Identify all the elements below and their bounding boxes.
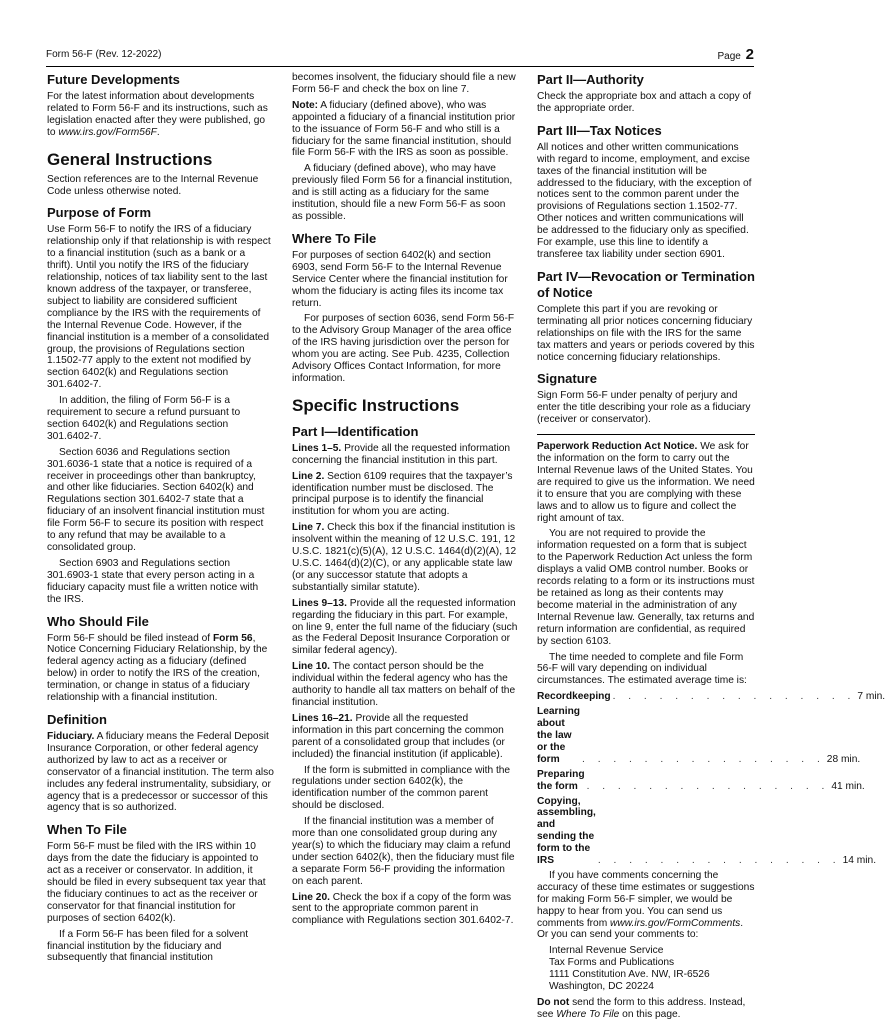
page-header (46, 46, 754, 66)
purpose-paragraph-2: In addition, the filing of Form 56-F is a requirement to secure a refund pursuant to section 6402(k) and Regulations section 301.6402-7. (47, 395, 241, 442)
part4-heading: Part IV—Revocation or Termination of Notice (537, 268, 755, 300)
part2-heading: Part II—Authority (537, 72, 644, 87)
purpose-paragraph-4: Section 6903 and Regulations section 301.6903-1 state that every person acting in a fiduciary capacity must file a written notice with the IRS. (47, 557, 259, 605)
part2-text: Check the appropriate box and attach a copy of the appropriate order. (537, 91, 752, 114)
page-number: 2 (745, 46, 754, 63)
future-developments-heading: Future Developments (47, 72, 180, 87)
address-line: Washington, DC 20224 (549, 981, 654, 993)
note-paragraph-2: A fiduciary (defined above), who may have previously filed Form 56 for a financial institution, and is still acting as a fiduciary for the same institution, should file a new Form 56-F as soon as possible. (292, 163, 513, 222)
address-line: Tax Forms and Publications (549, 957, 675, 969)
comments-paragraph: If you have comments concerning the accuracy of these time estimates or suggestions for making Form 56-F simpler, we would be happy to hear from you. You can send us comments from www.irs.gov/FormComments. Or you can send your comments to: (537, 869, 755, 941)
line-10-text: Line 10. The contact person should be the individual within the federal agency who has the authority to handle all tax matters on behalf of the financial institution. (292, 661, 516, 708)
time-row-learning: Learning about the law or the form . . . . . . . . . . . . . . . . 28 min. (537, 706, 861, 765)
general-instructions-text: Section references are to the Internal Revenue Code unless otherwise noted. (47, 173, 259, 197)
paperwork-paragraph-2: You are not required to provide the information requested on a form that is subject to the Paperwork Reduction Act unless the form displays a valid OMB control number. Books or records relating to a form or its instructions must be retained as long as their contents may become material in the administration of any Internal Revenue law. Generally, tax returns and return information are confidential, as required by section 6103. (537, 528, 755, 647)
form-comments-link[interactable]: www.irs.gov/FormComments (610, 917, 741, 929)
mailing-address (537, 945, 755, 993)
form56-reference: Form 56 (212, 632, 253, 644)
where-paragraph-2: For purposes of section 6036, send Form 56-F to the Advisory Group Manager of the area office of the IRS having jurisdiction over the person for whom you are acting. See Pub. 4235, Collection Advisory Offices Contact Information, for more information. (292, 313, 515, 384)
lines-16-21-text: Lines 16–21. Provide all the requested information in this part concerning the common parent of a consolidated group that includes (or included) the financial institution (if applicable). (292, 712, 505, 760)
column-1 (47, 72, 274, 968)
when-to-file-heading: When To File (47, 822, 127, 838)
lines-16-21-paragraph-3: If the financial institution was a member of more than one consolidated group during any year(s) to which the fiduciary may claim a refund under section 6402(k), then the fiduciary must file a separate Form 56-F providing the information on each parent. (292, 816, 515, 887)
signature-text: Sign Form 56-F under penalty of perjury and enter the title describing your role as a fiduciary (receiver or conservator). (537, 390, 751, 426)
dot-leader: . . . . . . . . . . . . . . . . (612, 691, 856, 703)
general-instructions-heading: General Instructions (47, 149, 213, 169)
where-paragraph-1: For purposes of section 6402(k) and section 6903, send Form 56-F to the Internal Revenue Service Center where the financial institution for whom the fiduciary is acting files its income tax return. (292, 249, 508, 309)
who-should-file-text: Form 56-F should be filed instead of Form 56, Notice Concerning Fiduciary Relationship, by the federal agency acting as a fiduciary (defined below) in order to notify the IRS of the creation, termination, or change in status of a fiduciary relationship with a financial institution. (47, 632, 268, 704)
form56f-link[interactable]: www.irs.gov/Form56F (58, 126, 157, 138)
dot-leader: . . . . . . . . . . . . . . . . (597, 855, 841, 867)
page-label: Page (717, 51, 741, 62)
time-row-copying: Copying, assembling, and sending the form to the IRS . . . . . . . . . . . . . . . . 14 min. (537, 795, 877, 867)
time-estimates (537, 691, 885, 867)
address-line: Internal Revenue Service (549, 945, 664, 957)
part1-heading: Part I—Identification (292, 423, 419, 439)
paperwork-notice-label: Paperwork Reduction Act Notice. (537, 441, 698, 453)
paperwork-paragraph-3: The time needed to complete and file Form 56-F will vary depending on individual circumstances. The estimated average time is: (537, 651, 747, 687)
lines-9-13-text: Lines 9–13. Provide all the requested information regarding the fiduciary in this part. For example, on line 9, enter the full name of the fiduciary (such as the Federal Deposit Insurance Corporation or similar federal agency). (292, 597, 518, 657)
paperwork-notice: Paperwork Reduction Act Notice. We ask for the information on the form to carry out the Internal Revenue laws of the United States. You are required to give us the information. We need it to ensure that you are complying with these laws and to allow us to figure and collect the right amount of tax. (537, 441, 755, 524)
column-3 (537, 72, 885, 1025)
purpose-paragraph-3: Section 6036 and Regulations section 301.6036-1 state that a notice is required of a receiver in proceedings other than bankruptcy, and other like fiduciaries. Section 6402(k) and Regulations section 301.6402-7 state that a fiduciary of an insolvent financial institution must file Form 56-F to secure its position with respect to any refund that may be available to a consolidated group. (47, 446, 265, 553)
do-not-send-text: Do not send the form to this address. Instead, see Where To File on this page. (537, 997, 746, 1020)
column-2 (292, 72, 519, 931)
specific-instructions-heading: Specific Instructions (292, 395, 460, 415)
time-row-preparing: Preparing the form . . . . . . . . . . . . . . . . 41 min. (537, 768, 865, 792)
who-should-file-heading: Who Should File (47, 613, 149, 629)
time-row-recordkeeping: Recordkeeping . . . . . . . . . . . . . . . . 7 min. (537, 691, 885, 703)
definition-text: Fiduciary. A fiduciary means the Federal Deposit Insurance Corporation, or other federal agency authorized by law to act as a receiver or conservator of a financial institution. The term also includes any federal instrumentality, subsidiary, or agency that is a predecessor or successor of this agency that is so authorized. (47, 730, 274, 814)
part3-text: All notices and other written communications with regard to income, employment, and excise taxes of the financial institution will be addressed to the fiduciary, with the exception of notices sent to the common parent under the provisions of Regulations section 1.1502-77. Other notices and written communications will be addressed to the fiduciary only as specified. For example, use this line to identify a transferee tax liability under section 6901. (537, 141, 752, 260)
line-2-text: Line 2. Section 6109 requires that the taxpayer’s identification number must be disclosed. The principal purpose is to identify the financial institution for whom you are acting. (292, 470, 513, 518)
form-id: Form 56-F (Rev. 12-2022) (46, 49, 162, 60)
dot-leader: . . . . . . . . . . . . . . . . (582, 753, 825, 765)
part3-heading: Part III—Tax Notices (537, 122, 662, 138)
when-continued-text: becomes insolvent, the fiduciary should file a new Form 56-F and check the box on line 7. (292, 72, 516, 95)
page-indicator (718, 46, 754, 63)
lines-16-21-paragraph-2: If the form is submitted in compliance with the regulations under section 6402(k), the identification number of the common parent should be disclosed. (292, 764, 511, 812)
future-developments-text: For the latest information about developments related to Form 56-F and its instructions, such as legislation enacted after they were published, go to www.irs.gov/Form56F. (47, 91, 268, 138)
lines-1-5-text: Lines 1–5. Provide all the requested information concerning the financial institution in this part. (292, 442, 511, 466)
note-label: Note: (292, 99, 319, 111)
line-7-text: Line 7. Check this box if the financial institution is insolvent within the meaning of 12 U.S.C. 191, 12 U.S.C. 1821(c)(5)(A), 12 U.S.C. 1464(d)(2)(A), 12 U.S.C. 1464(d)(2)(C), or any applicable state law (or any successor statute that adopts a substantially similar statute). (292, 522, 517, 593)
dot-leader: . . . . . . . . . . . . . . . . (586, 780, 830, 792)
definition-heading: Definition (47, 711, 107, 727)
where-to-file-heading: Where To File (292, 230, 377, 246)
header-rule (46, 66, 754, 67)
where-to-file-reference: Where To File (556, 1008, 620, 1020)
address-line: 1111 Constitution Ave. NW, IR-6526 (549, 969, 710, 981)
part4-text: Complete this part if you are revoking or terminating all prior notices concerning fiduciary relationships on file with the IRS for the same tax matters and years or periods covered by this notice concerning fiduciary relationships. (537, 303, 755, 363)
section-divider (537, 434, 755, 435)
note-paragraph: Note: A fiduciary (defined above), who was appointed a fiduciary of a financial institution prior to the issuance of Form 56-F and who still is a fiduciary for the same financial institution, should file Form 56-F with the IRS as soon as possible. (292, 99, 516, 159)
line-20-text: Line 20. Check the box if a copy of the form was sent to the appropriate common parent in compliance with Regulations section 301.6402-7. (292, 891, 514, 927)
signature-heading: Signature (537, 371, 597, 387)
purpose-paragraph-1: Use Form 56-F to notify the IRS of a fiduciary relationship only if that relationship is with respect to a financial institution (such as a bank or a thrift). Until you notify the IRS of the fiduciary relationship, notices of tax liability sent to the last known address of the taxpayer, or transferee, subject to liability are considered sufficient compliance by the IRS with the requirements of the Internal Revenue Code. However, if the financial institution is a member of a consolidated group, the provisions of Regulations section 1.1502-77 apply to the extent not modified by section 6402(k) and Regulations section 301.6402-7. (47, 224, 271, 391)
fiduciary-term: Fiduciary. (47, 730, 95, 742)
when-paragraph-2: If a Form 56-F has been filed for a solvent financial institution by the fiduciary and subsequently that financial institution (47, 928, 249, 964)
when-paragraph-1: Form 56-F must be filed with the IRS within 10 days from the date the fiduciary is appointed to act as a receiver or conservator. In addition, it should be filed in every subsequent tax year that the fiduciary continues to act as the receiver or conservator for that financial institution for purposes of section 6402(k). (47, 841, 266, 924)
purpose-heading: Purpose of Form (47, 205, 152, 221)
